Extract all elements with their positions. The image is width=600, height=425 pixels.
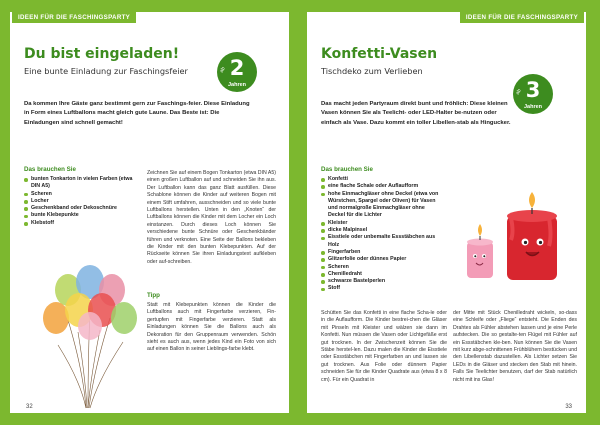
list-item: Klebstoff bbox=[24, 220, 142, 227]
balloon bbox=[43, 302, 69, 334]
list-item: Glitzerfolie oder dünnes Papier bbox=[321, 256, 441, 263]
page-number-right: 33 bbox=[565, 404, 572, 410]
left-materials-list bbox=[24, 176, 142, 227]
right-materials-list bbox=[321, 176, 441, 293]
flame-icon bbox=[529, 192, 535, 208]
right-instructions-col1: Schütten Sie das Konfetti in eine flache Scha-le oder in die Auflaufform. Die Kinder bestrei-chen die Gläser mit Pinseln mit Kleister und wälzen sie dann im Konfetti. Nun müssen die Vasen oder Lichtgefäße erst gut trocknen. In der Zwischenzeit können Sie die Stäbe herstel-len. Dazu malen die Kinder die Eisstiele oder Essstäbchen mit Fingerfarben an und lassen sie gut trocknen. Aus Folie oder dünnem Papier schneiden Sie für die Kinder Quadrate aus (etwa 8 x 8 cm). Für ein Quadrat in bbox=[321, 310, 447, 383]
list-item: Fingerfarben bbox=[321, 249, 441, 256]
age-badge-unit: Jahren bbox=[523, 104, 543, 110]
list-item: Chenilledraht bbox=[321, 271, 441, 278]
age-badge-number: 2 bbox=[229, 56, 245, 80]
right-materials-heading: Das brauchen Sie bbox=[321, 166, 373, 173]
left-page bbox=[10, 12, 289, 413]
list-item: hohe Einmachgläser ohne Deckel (etwa von Würstchen, Spargel oder Oliven) für Vasen und normalgroße Einmachgläser ohne Deckel für die Lichter bbox=[321, 191, 441, 220]
left-materials-heading: Das brauchen Sie bbox=[24, 166, 76, 173]
list-item: Konfetti bbox=[321, 176, 441, 183]
right-subtitle: Tischdeko zum Verlieben bbox=[321, 66, 423, 76]
left-header-tab: IDEEN FÜR DIE FASCHINGSPARTY bbox=[12, 12, 136, 23]
small-candle bbox=[467, 242, 493, 278]
candle-illustration bbox=[449, 178, 569, 288]
list-item: bunte Klebepunkte bbox=[24, 212, 142, 219]
list-item: Scheren bbox=[321, 264, 441, 271]
age-badge-left bbox=[217, 52, 257, 92]
right-title: Konfetti-Vasen bbox=[321, 46, 438, 62]
list-item: Locher bbox=[24, 198, 142, 205]
right-intro: Das macht jeden Partyraum direkt bunt und fröhlich: Diese kleinen Vasen können Sie als Teelicht- oder LED-Halter be-nutzen oder einfach als Vase. Dazu kommt ein toller Libellen-stab als Hingucker. bbox=[321, 101, 511, 126]
list-item: bunten Tonkarton in vielen Farben (etwa DIN A5) bbox=[24, 176, 142, 191]
age-badge-prefix: ab bbox=[218, 66, 227, 74]
list-item: Geschenkband oder Dekoschnüre bbox=[24, 205, 142, 212]
list-item: dicke Malpinsel bbox=[321, 227, 441, 234]
list-item: schwarze Bastelperlen bbox=[321, 278, 441, 285]
age-badge-number: 3 bbox=[525, 78, 541, 102]
page-number-left: 32 bbox=[26, 404, 33, 410]
age-badge-prefix: ab bbox=[514, 88, 523, 96]
left-instructions: Zeichnen Sie auf einem Bogen Tonkarton (etwa DIN A5) einen großen Luftballon auf und schneiden Sie ihn aus. Der Luftballon kann das ganz Blatt ausfüllen. Diese Schablone können die Kinder auf weiteren Bogen mit einem Stift umfahren, ausschneiden und so viele bunte Luftballons herstellen. Unten in den „Knoten“ der Luftballons können die Kinder mit dem Locher ein Loch einstanzen. Durch dieses Loch können Sie verschiedene bunte Schnüre oder Geschenkbänder führen und verknoten. Eine Seite der Ballons bekleben die Kinder mit den bunten Klebepunkten. Auf der Rückseite können Sie ihren Einladungstext aufkleben oder auf-schreiben. bbox=[147, 170, 276, 265]
age-badge-unit: Jahren bbox=[227, 82, 247, 88]
age-badge-right bbox=[513, 74, 553, 114]
left-title: Du bist eingeladen! bbox=[24, 46, 180, 62]
list-item: eine flache Schale oder Auflaufform bbox=[321, 183, 441, 190]
left-subtitle: Eine bunte Einladung zur Faschingsfeier bbox=[24, 66, 188, 76]
balloon bbox=[111, 302, 137, 334]
list-item: Kleister bbox=[321, 220, 441, 227]
flame-icon bbox=[478, 224, 482, 236]
right-header-tab: IDEEN FÜR DIE FASCHINGSPARTY bbox=[460, 12, 584, 23]
tip-text: Statt mit Klebepunkten können die Kinder die Luftballons auch mit Fingerfarbe verzieren, Fin-gertupfen mit Fingerfarbe verzieren. Statt als Einladungen können Sie die Ballons auch als Dekoration für den Gruppenraum verwenden. Schön sieht es auch aus, wenn jedes Kind ein Foto von sich auf einen Ballon in seiner Lieblings-farbe klebt. bbox=[147, 302, 276, 353]
right-page bbox=[307, 12, 586, 413]
left-intro: Da kommen Ihre Gäste ganz bestimmt gern zur Faschings-feier. Diese Einladung in Form eines Luftballons macht gleich gute Laune. Das Beste ist: Die Einladungen sind schnell gemacht! bbox=[24, 101, 250, 126]
list-item: Scheren bbox=[24, 191, 142, 198]
balloons-illustration bbox=[28, 260, 146, 410]
list-item: Stoff bbox=[321, 285, 441, 292]
tip-heading: Tipp bbox=[147, 292, 160, 299]
list-item: Eisstiele oder unbemalte Essstäbchen aus Holz bbox=[321, 234, 441, 249]
right-instructions-col2: der Mitte mit Stück Chenilledraht wickeln, so-dass eine Schleife oder „Fliege“ entsteht. Die Enden des Drahtes als Fühler abstehen lassen und je eine Perle aufstecken. Die so gestalte-ten Flügel mit Fühler auf ein Essstäbchen kle-ben. Nun können Sie die Vasen mit kurz abge-schnittenen Frühblühern bestücken und den Libellenstab dazustellen. Als Lichter setzen Sie LEDs in die Gläser und stecken den Stab mit hinein. Falls Sie Teelichter benutzen, darf der Stab natürlich nicht mit ins Glas! bbox=[453, 310, 577, 383]
balloon bbox=[78, 312, 102, 340]
